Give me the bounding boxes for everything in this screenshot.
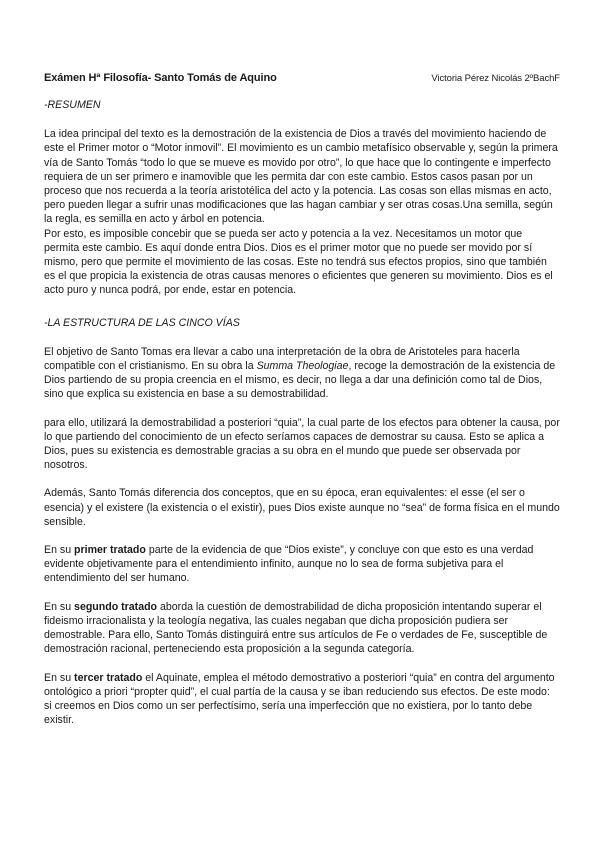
estructura-paragraph-1-start: El objetivo de Santo Tomas era llevar a cabo una interpretación de la obra de Aristoteles para hacerla compatible con el cristianismo. En su obra la [44,345,520,373]
tercer-tratado-text: el Aquinate, emplea el método demostrativo a posteriori “quia” en contra del argumento ontológico a priori “propter quid”, el cual partía de la causa y se iban reduciendo sus efectos. De este modo: si creemos en Dios como un ser perfectísimo, sería una imperfección que no existiera, por lo tanto debe existir. [44,671,555,727]
estructura-paragraph-2: para ello, utilizará la demostrabilidad a posteriori “quia”, la cual parte de los efectos para obtener la causa, por lo que partiendo del conocimiento de un efecto seríamos capaces de demostrar su causa. Esto se aplica a Dios, pues su existencia es demostrable gracias a su obra en el mundo que puede ser observada por nosotros. [44,416,560,472]
section-heading-resumen: -RESUMEN [44,99,101,111]
section-heading-estructura: -LA ESTRUCTURA DE LAS CINCO VÍAS [44,316,240,329]
segundo-tratado-text: aborda la cuestión de demostrabilidad de dicha proposición intentando superar el fideismo irracionalista y la teología negativa, las cuales negaban que dicha proposición pudiera ser demostrable. Para ello, Santo Tomás distinguirá entre sus artículos de Fe o verdades de Fe, susceptible de demostración racional, perteneciendo esta proposición a la segunda categoría. [44,600,548,656]
resumen-paragraph-2: Por esto, es imposible concebir que se pueda ser acto y potencia a la vez. Necesitamos un motor que permita este cambio. Es aquí donde entra Dios. Dios es el primer motor que no puede ser movido por sí mismo, pero que permite el movimiento de las cosas. Este no tendrá sus efectos propios, sino que también es el que propicia la existencia de otras causas menores o eficientes que generen su movimiento. Dios es el acto puro y nunca podrá, por ende, estar en potencia. [44,227,553,297]
estructura-paragraph-1 [44,345,560,402]
segundo-tratado-paragraph [44,600,560,657]
primer-tratado-pre: En su [44,544,75,557]
author-name: Victoria Pérez Nicolás 2ºBachF [431,73,560,84]
tercer-tratado-paragraph [44,671,560,728]
primer-tratado-paragraph [44,543,560,586]
document-header [44,72,560,88]
work-title: Summa Theologiae [256,360,349,373]
document-title: Exámen Hª Filosofía- Santo Tomás de Aquino [44,72,277,84]
segundo-tratado-pre: En su [44,600,75,613]
primer-tratado-label: primer tratado [74,544,146,557]
estructura-paragraph-1-end: , recoge la demostración de la existencia de Dios partiendo de su propia creencia en el mismo, es decir, no llega a dar una definición como tal de Dios, sino que explica su existencia en base a su demostrabilidad. [44,360,556,401]
primer-tratado-text: parte de la evidencia de que “Dios existe”, y concluye con que esto es una verdad evidente objetivamente para el entendimiento infinito, aunque no lo sea de forma subjetiva para el entendimiento del ser humano. [44,544,534,585]
tercer-tratado-pre: En su [44,671,75,684]
document-body [44,98,560,741]
tercer-tratado-label: tercer tratado [74,671,143,684]
resumen-paragraph-1: La idea principal del texto es la demostración de la existencia de Dios a través del movimiento haciendo de este el Primer motor o “Motor inmovil”. El movimiento es un cambio metafísico observable y, según la primera vía de Santo Tomás “todo lo que se mueve es movido por otro”, lo que hace que lo contingente e imperfecto requiera de un ser primero e inamovible que les permita dar con este cambio. Estos casos pasan por un proceso que nos recuerda a la teoría aristotélica del acto y la potencia. Las cosas son ellas mismas en acto, pero pueden llegar a sufrir unas modificaciones que las hagan cambiar y ser otras cosas.Una semilla, según la regla, es semilla en acto y árbol en potencia. [44,128,558,226]
estructura-paragraph-3: Además, Santo Tomás diferencia dos conceptos, que en su época, eran equivalentes: el esse (el ser o esencia) y el existere (la existencia o el existir), pues Dios existe aunque no “sea” de forma física en el mundo sensible. [44,487,560,528]
segundo-tratado-label: segundo tratado [74,600,158,613]
